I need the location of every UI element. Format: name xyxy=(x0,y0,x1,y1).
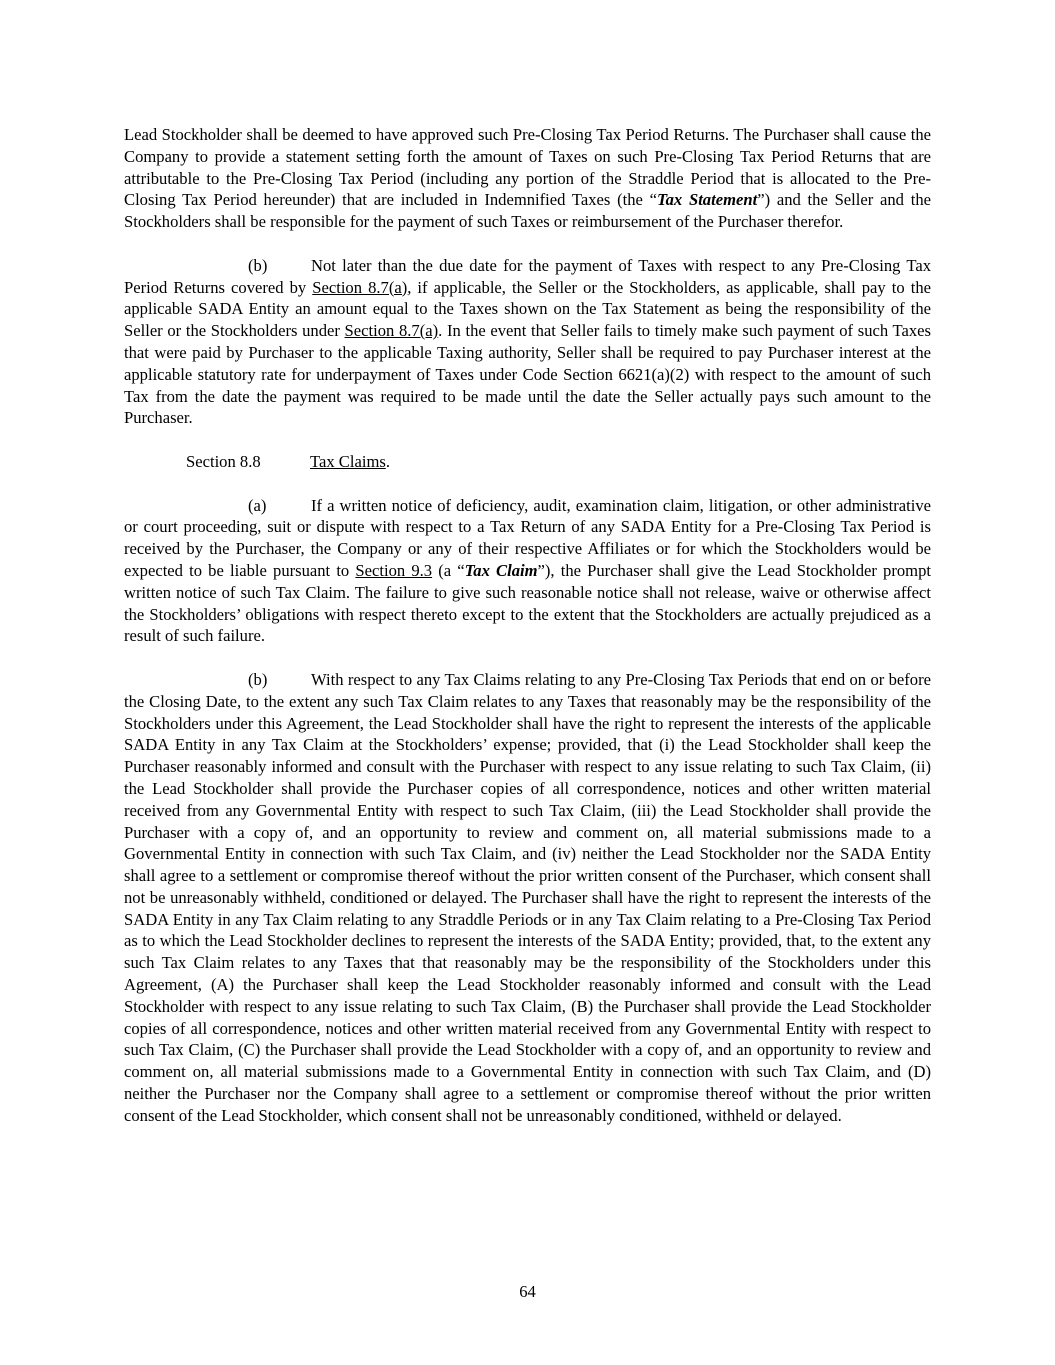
page-number: 64 xyxy=(519,1282,536,1301)
subsection-label: (a) xyxy=(248,495,267,515)
paragraph-8-8-a: (a) If a written notice of deficiency, audit, examination claim, litigation, or other administrative or court proceeding, suit or dispute with respect to a Tax Return of any SADA Entity for a Pre-Closing Tax Period is received by the Purchaser, the Company or any of their respective Affiliates or for which the Stockholders would be expected to be liable pursuant to Section 9.3 (a “Tax Claim”), the Purchaser shall give the Lead Stockholder prompt written notice of such Tax Claim. The failure to give such reasonable notice shall not release, waive or otherwise affect the Stockholders’ obligations with respect thereto except to the extent that the Stockholders are actually prejudiced as a result of such failure. xyxy=(124,495,931,646)
paragraph-8-7-b: (b) Not later than the due date for the payment of Taxes with respect to any Pre-Closing Tax Period Returns covered by Section 8.7(a), if applicable, the Seller or the Stockholders, as applicable, shall pay to the applicable SADA Entity an amount equal to the Taxes shown on the Tax Statement as being the responsibility of the Seller or the Stockholders under Section 8.7(a). In the event that Seller fails to timely make such payment of such Taxes that were paid by Purchaser to the applicable Taxing authority, Seller shall be required to pay Purchaser interest at the applicable statutory rate for underpayment of Taxes under Code Section 6621(a)(2) with respect to the amount of such Tax from the date the payment was required to be made until the date the Seller actually pays such amount to the Purchaser. xyxy=(124,255,931,428)
section-heading-8-8: Section 8.8 Tax Claims. xyxy=(186,451,390,471)
subsection-label: (b) xyxy=(248,255,268,275)
defined-term-tax-claim: Tax Claim xyxy=(464,560,538,580)
document-page xyxy=(124,124,931,1148)
paragraph-8-8-b: (b) With respect to any Tax Claims relating to any Pre-Closing Tax Periods that end on or before the Closing Date, to the extent any such Tax Claim relates to any Taxes that reasonably may be the responsibility of the Stockholders under this Agreement, the Lead Stockholder shall have the right to represent the interests of the applicable SADA Entity in any Tax Claim at the Stockholders’ expense; provided, that (i) the Lead Stockholder shall keep the Purchaser reasonably informed and consult with the Purchaser with respect to any issue relating to such Tax Claim, (ii) the Lead Stockholder shall provide the Purchaser copies of all correspondence, notices and other written material received from any Governmental Entity with respect to such Tax Claim, (iii) the Lead Stockholder shall provide the Purchaser with a copy of, and an opportunity to review and comment on, all material submissions made to a Governmental Entity in connection with such Tax Claim, and (iv) neither the Lead Stockholder nor the SADA Entity shall agree to a settlement or compromise thereof without the prior written consent of the Purchaser, which consent shall not be unreasonably withheld, conditioned or delayed. The Purchaser shall have the right to represent the interests of the SADA Entity in any Tax Claim relating to any Straddle Periods or in any Tax Claim relating to a Pre-Closing Tax Period as to which the Lead Stockholder declines to represent the interests of the SADA Entity; provided, that, to the extent any such Tax Claim relates to any Taxes that that reasonably may be the responsibility of the Stockholders under this Agreement, (A) the Purchaser shall keep the Lead Stockholder reasonably informed and consult with the Lead Stockholder with respect to any issue relating to such Tax Claim, (B) the Purchaser shall provide the Lead Stockholder copies of all correspondence, notices and other written material received from any Governmental Entity with respect to such Tax Claim, (C) the Purchaser shall provide the Lead Stockholder with a copy of, and an opportunity to review and comment on, all material submissions made to a Governmental Entity in connection with such Tax Claim, and (D) neither the Purchaser nor the Company shall agree to a settlement or compromise thereof without the prior written consent of the Lead Stockholder, which consent shall not be unreasonably conditioned, withheld or delayed. xyxy=(124,669,931,1125)
subsection-label: (b) xyxy=(248,669,268,689)
section-number: Section 8.8 xyxy=(186,451,261,471)
defined-term-tax-statement: Tax Statement xyxy=(657,190,758,210)
cross-reference-section-8-7-a: Section 8.7(a) xyxy=(312,277,408,297)
cross-reference-section-8-7-a: Section 8.7(a) xyxy=(344,321,439,341)
cross-reference-section-9-3: Section 9.3 xyxy=(355,560,433,580)
paragraph-tax-statement: Lead Stockholder shall be deemed to have approved such Pre-Closing Tax Period Returns. The Purchaser shall cause the Company to provide a statement setting forth the amount of Taxes on such Pre-Closing Tax Period Returns that are attributable to the Pre-Closing Tax Period (including any portion of the Straddle Period that is allocated to the Pre-Closing Tax Period hereunder) that are included in Indemnified Taxes (the “Tax Statement”) and the Seller and the Stockholders shall be responsible for the payment of such Taxes or reimbursement of the Purchaser therefor. xyxy=(124,125,932,232)
section-title: Tax Claims xyxy=(310,451,386,471)
